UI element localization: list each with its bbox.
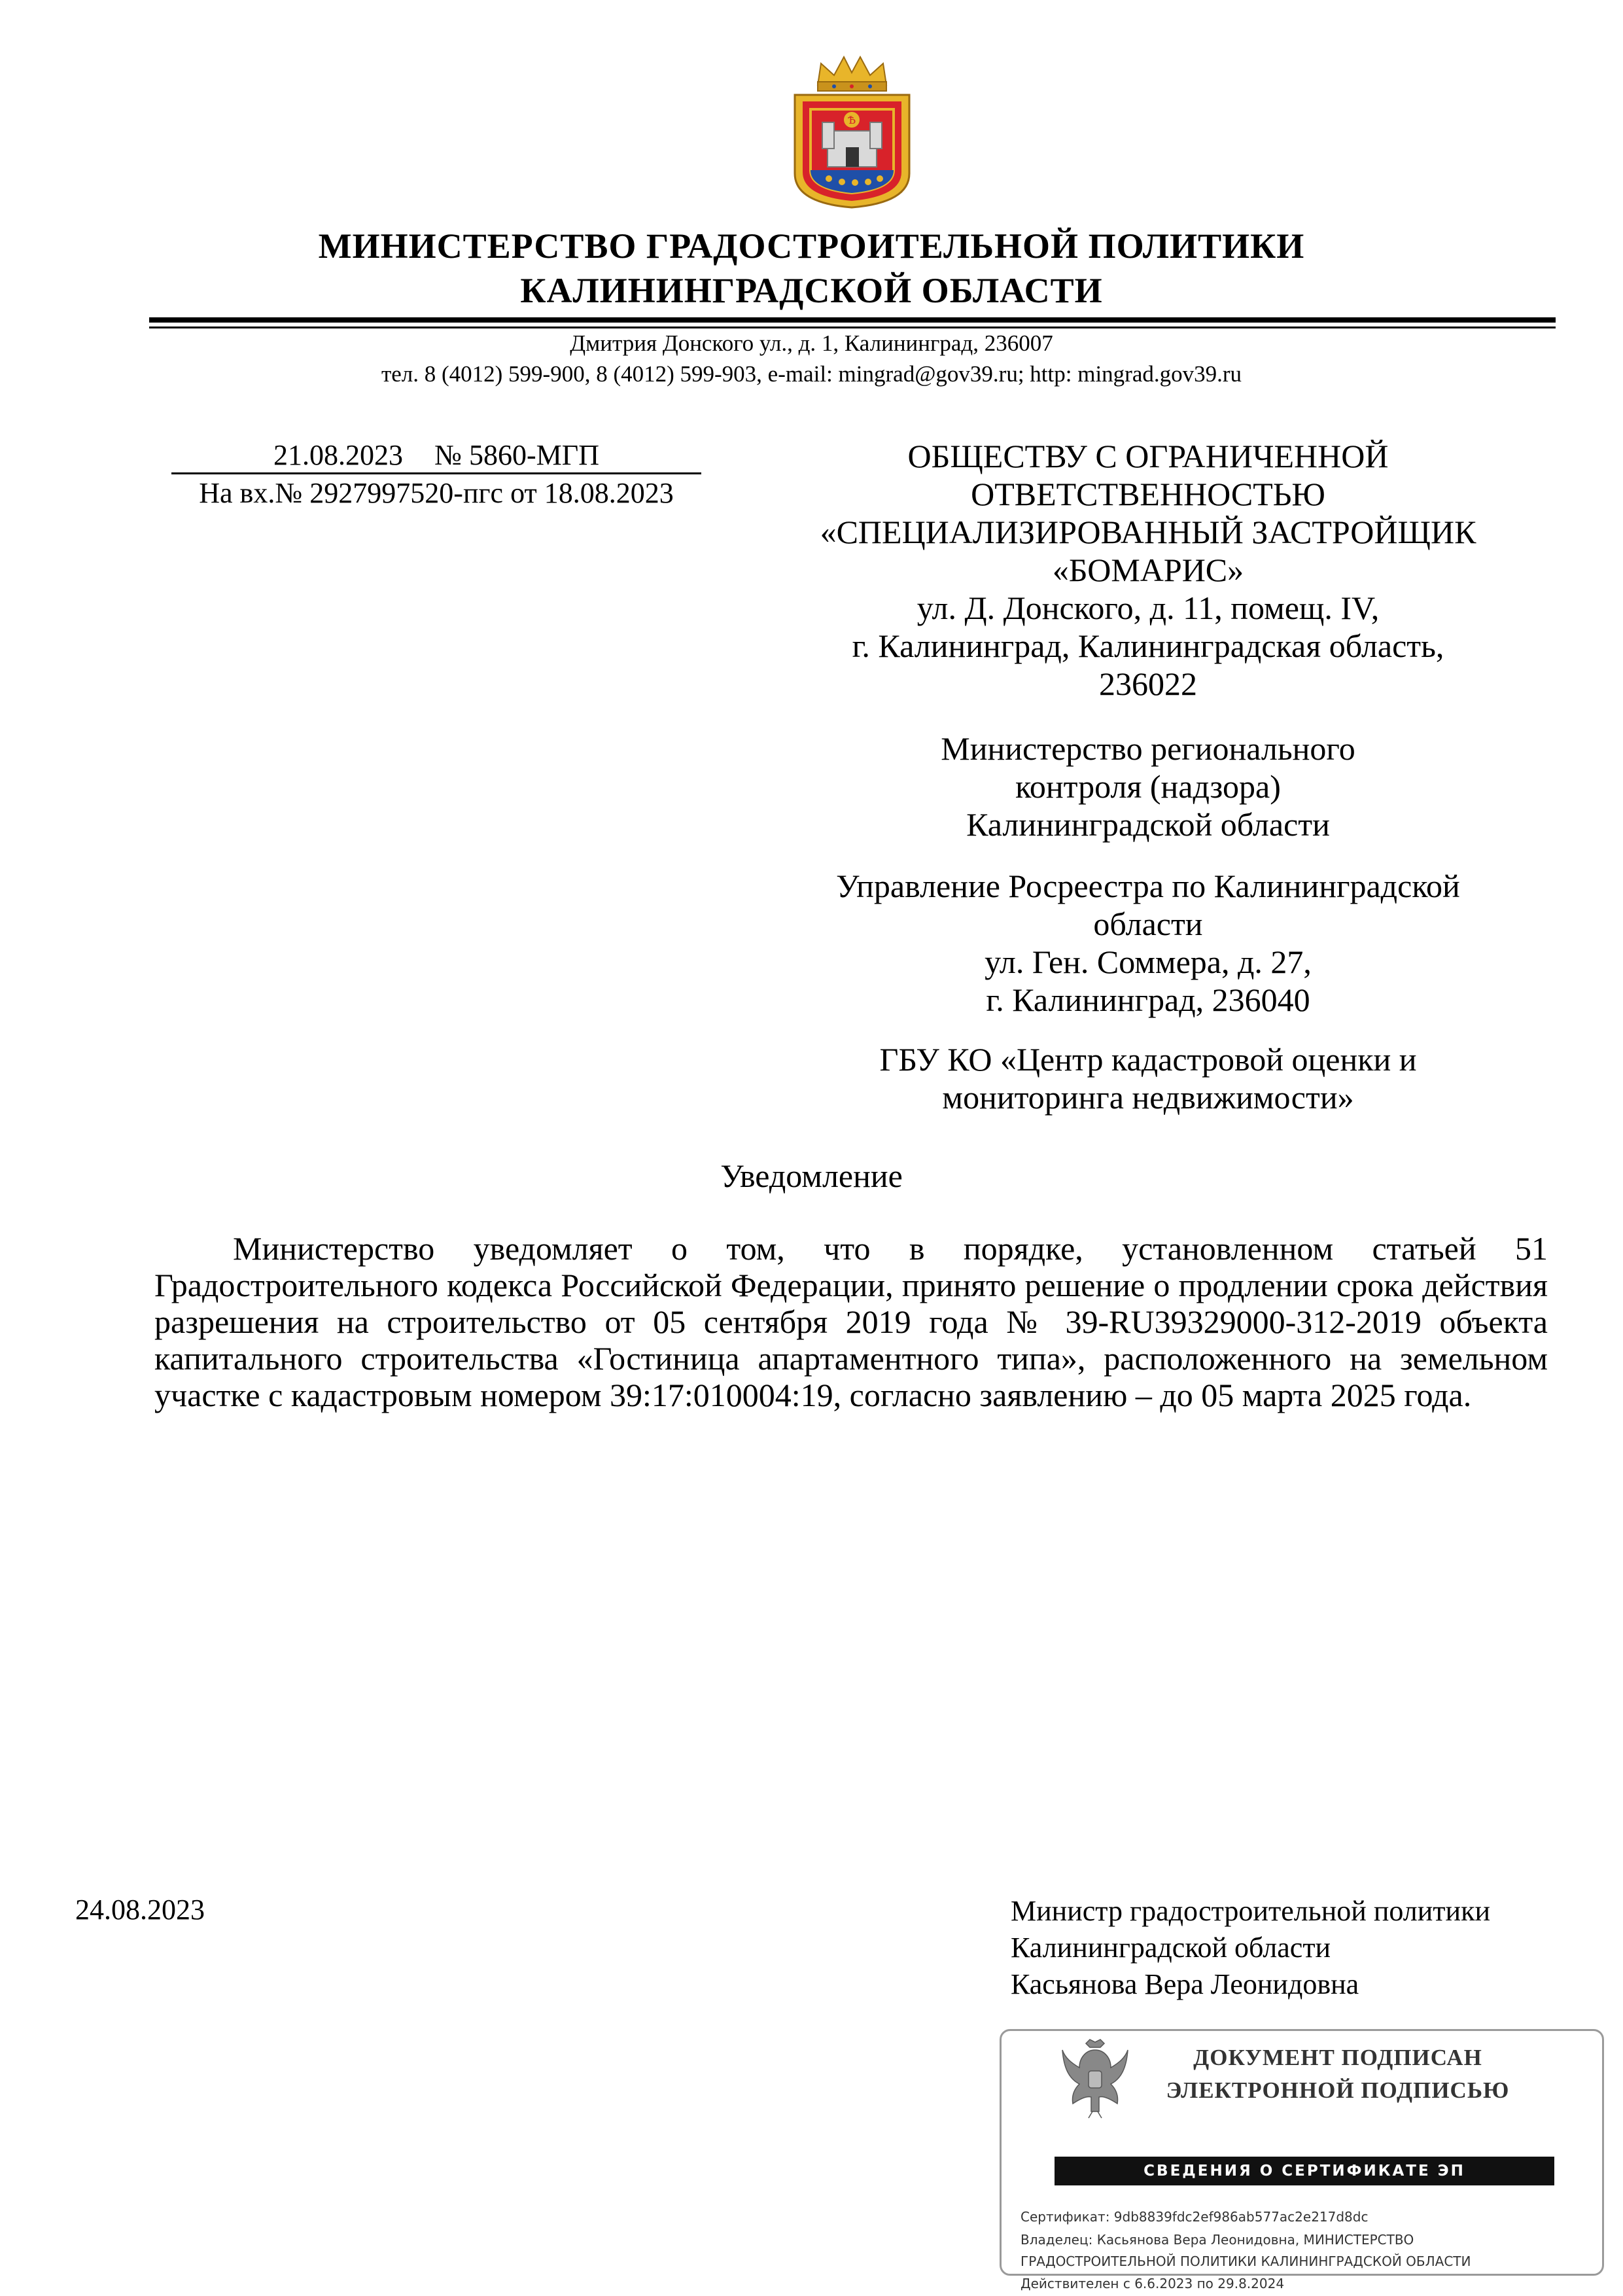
notice-body: Министерство уведомляет о том, что в порядке, установленном статьей 51 Градостроительного кодекса Российской Федерации, принято решение о продлении срока действия разрешения на строительство от 05 сентября 2019 года № 39-RU39329000-312-2019 объекта капитального строительства «Гостиница апартаментного типа», расположенного на земельном участке с кадастровым номером 39:17:010004:19, согласно заявлению – до 05 марта 2025 года. (154, 1230, 1548, 1413)
registration-number: № 5860-МГП (434, 439, 599, 471)
ministry-title-line1: МИНИСТЕРСТВО ГРАДОСТРОИТЕЛЬНОЙ ПОЛИТИКИ (318, 226, 1305, 266)
recipient-line: ул. Д. Донского, д. 11, помещ. IV, (916, 590, 1380, 626)
recipient-company (720, 437, 1577, 703)
certificate-owner-line2: ГРАДОСТРОИТЕЛЬНОЙ ПОЛИТИКИ КАЛИНИНГРАДСКОЙ ОБЛАСТИ (1021, 2253, 1471, 2269)
signing-date: 24.08.2023 (75, 1894, 205, 1926)
recipient-line: ул. Ген. Соммера, д. 27, (985, 944, 1312, 980)
certificate-serial: Сертификат: 9db8839fdc2ef986ab577ac2e217d8dc (1021, 2209, 1369, 2225)
recipient-line: г. Калининград, 236040 (986, 981, 1310, 1018)
recipient-line: Министерство регионального (941, 730, 1355, 767)
signer-name: Касьянова Вера Леонидовна (1011, 1968, 1359, 2000)
certificate-info-bar: СВЕДЕНИЯ О СЕРТИФИКАТЕ ЭП (1055, 2157, 1554, 2185)
stamp-heading-line1: ДОКУМЕНТ ПОДПИСАН (1193, 2045, 1482, 2070)
signer-position-line2: Калининградской области (1011, 1932, 1331, 1964)
incoming-reference: На вх.№ 2927997520-пгс от 18.08.2023 (199, 477, 674, 509)
ministry-contacts: тел. 8 (4012) 599-900, 8 (4012) 599-903, e-mail: mingrad@gov39.ru; http: mingrad.gov39.ru (381, 361, 1242, 387)
kaliningrad-coat-of-arms-icon (782, 49, 922, 209)
recipient-line: Калининградской области (966, 806, 1330, 843)
recipient-line: г. Калининград, Калининградская область, (852, 627, 1444, 664)
recipient-line: «БОМАРИС» (1052, 552, 1244, 588)
registration-date-number (171, 438, 701, 474)
recipient-line: Управление Росреестра по Калининградской (836, 868, 1460, 904)
recipient-line: 236022 (1099, 665, 1197, 702)
svg-text:Ѣ: Ѣ (847, 114, 856, 126)
registration-date: 21.08.2023 (273, 439, 404, 471)
recipient-line: ОБЩЕСТВУ С ОГРАНИЧЕННОЙ (907, 438, 1389, 474)
ministry-address: Дмитрия Донского ул., д. 1, Калининград, 236007 (570, 330, 1053, 356)
recipient-line: контроля (надзора) (1015, 768, 1281, 805)
recipient-line: ГБУ КО «Центр кадастровой оценки и (879, 1041, 1417, 1078)
notice-title: Уведомление (720, 1157, 903, 1194)
recipient-gbu-ko (720, 1040, 1577, 1116)
ministry-title-line2: КАЛИНИНГРАДСКОЙ ОБЛАСТИ (520, 271, 1103, 310)
russian-eagle-emblem-icon (1060, 2038, 1130, 2120)
stamp-heading-line2: ЭЛЕКТРОННОЙ ПОДПИСЬЮ (1166, 2077, 1510, 2103)
recipient-line: мониторинга недвижимости» (942, 1079, 1354, 1116)
recipient-line: «СПЕЦИАЛИЗИРОВАННЫЙ ЗАСТРОЙЩИК (820, 514, 1476, 550)
signer-block (1011, 1893, 1490, 2003)
recipient-line: ОТВЕТСТВЕННОСТЬЮ (971, 476, 1325, 512)
signer-position-line1: Министр градостроительной политики (1011, 1895, 1491, 1927)
recipient-line: области (1093, 906, 1203, 942)
header-divider-thin (149, 327, 1556, 328)
certificate-validity: Действителен с 6.6.2023 по 29.8.2024 (1021, 2276, 1285, 2291)
recipient-regional-control (720, 730, 1577, 843)
header-divider (149, 317, 1556, 323)
certificate-owner-line1: Владелец: Касьянова Вера Леонидовна, МИНИСТЕРСТВО (1021, 2232, 1414, 2248)
recipient-rosreestr (720, 867, 1577, 1019)
